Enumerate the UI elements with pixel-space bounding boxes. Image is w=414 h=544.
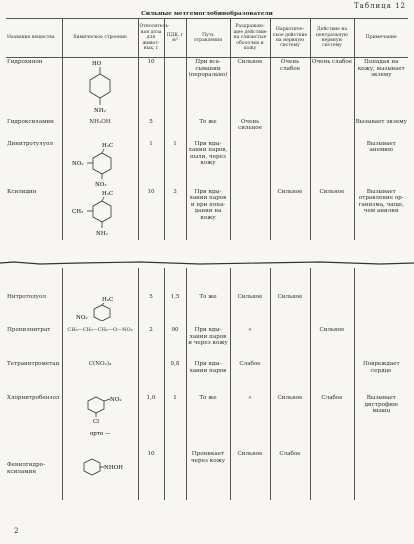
- cell-dose: 2: [138, 326, 164, 360]
- svg-text:H₃C: H₃C: [102, 190, 114, 197]
- cell-cns: [310, 118, 354, 140]
- cell-name: Пропилнитрат: [7, 327, 51, 333]
- cell-pdk: 1: [164, 394, 186, 450]
- cell-note: Вызывает отравление организма, чаще, чем анилин: [354, 188, 408, 240]
- cell-dose: 1,0: [138, 394, 164, 450]
- col-header: Раздражающее действие на слизистые оболочки и кожу: [230, 19, 270, 58]
- cell-dose: 10: [138, 58, 164, 118]
- cell-irritation: [230, 188, 270, 240]
- cell-formula: NH₂OH: [62, 118, 138, 140]
- benzene-structure-icon: [70, 141, 130, 187]
- cell-cns: Сильное: [310, 188, 354, 240]
- cell-dose: 10: [138, 188, 164, 240]
- cell-pdk: 1: [164, 140, 186, 188]
- cell-cns: Сильное: [310, 326, 354, 360]
- cell-narcotic: Сильное: [270, 268, 310, 326]
- benzene-structure-icon: [70, 269, 130, 321]
- cell-narcotic: [270, 326, 310, 360]
- cell-irritation: Сильное: [230, 450, 270, 500]
- col-header: Наркотическое действие на нервную систему: [270, 19, 310, 58]
- table-row: [6, 326, 408, 360]
- svg-text:NO₂: NO₂: [95, 181, 107, 187]
- svg-text:H₃C: H₃C: [102, 142, 114, 149]
- cell-note: Вызывает дистрофию мышц: [354, 394, 408, 450]
- cell-irritation: [230, 140, 270, 188]
- cell-dose: 5: [138, 118, 164, 140]
- metgemoglobin-table-bottom: [6, 268, 408, 500]
- cell-irritation: Сильное: [230, 58, 270, 118]
- col-header: Действие на центральную нервную систему: [310, 19, 354, 58]
- cell-dose: 10: [138, 450, 164, 500]
- cell-cns: Очень слабое: [310, 58, 354, 118]
- table-row: [6, 268, 408, 326]
- benzene-structure-icon: [70, 59, 130, 115]
- cell-formula: [62, 188, 138, 240]
- cell-route: То же: [186, 394, 230, 450]
- cell-cns: Слабое: [310, 394, 354, 450]
- svg-text:H₃C: H₃C: [102, 297, 114, 303]
- metgemoglobin-table-top: [6, 18, 408, 240]
- svg-text:Cl: Cl: [93, 419, 99, 425]
- cell-cns: [310, 140, 354, 188]
- svg-text:NH₂: NH₂: [94, 108, 106, 114]
- cell-name: Динитротулуол: [7, 140, 53, 147]
- cell-route: То же: [186, 118, 230, 140]
- cell-name: Ксилидин: [7, 188, 37, 195]
- svg-text:орто —: орто —: [90, 431, 111, 437]
- cell-pdk: [164, 450, 186, 500]
- cell-formula: C(NO₂)₄: [62, 360, 138, 394]
- table-row: [6, 58, 408, 118]
- cell-note: [354, 326, 408, 360]
- cell-narcotic: [270, 140, 310, 188]
- cell-note: [354, 450, 408, 500]
- cell-pdk: 1,5: [164, 268, 186, 326]
- cell-pdk: 90: [164, 326, 186, 360]
- cell-dose: 1: [138, 140, 164, 188]
- cell-name: Гидрохинон: [7, 59, 43, 65]
- cell-pdk: 0,8: [164, 360, 186, 394]
- cell-note: Вызывает экзему: [354, 118, 408, 140]
- cell-route: Проникает через кожу: [186, 450, 230, 500]
- cell-irritation: Сильное: [230, 268, 270, 326]
- cell-formula: CH₃—CH₂—CH₂—O—NO₂: [62, 326, 138, 360]
- page-bottom: [6, 268, 408, 538]
- table-label: Таблица 12: [354, 2, 406, 10]
- svg-text:HO: HO: [92, 61, 102, 67]
- cell-dose: [138, 360, 164, 394]
- cell-narcotic: [270, 360, 310, 394]
- col-header: Название вещества: [6, 19, 62, 58]
- cell-name: Фенилгидроксиламин: [7, 462, 45, 475]
- table-row: [6, 450, 408, 500]
- cell-irritation: Слабое: [230, 360, 270, 394]
- cell-narcotic: Сильное: [270, 188, 310, 240]
- page-split-divider: [0, 258, 414, 268]
- svg-text:NO₂: NO₂: [72, 160, 84, 167]
- table-row: [6, 140, 408, 188]
- cell-formula: [62, 394, 138, 450]
- svg-text:NO₂: NO₂: [110, 397, 122, 403]
- cell-cns: [310, 268, 354, 326]
- col-header: Примечание: [354, 19, 408, 58]
- table-title: Сильные метгемоглобинобразователи: [141, 11, 273, 17]
- table-row: [6, 118, 408, 140]
- col-header: Химическое строение: [62, 19, 138, 58]
- cell-formula: [62, 450, 138, 500]
- svg-text:NO₂: NO₂: [76, 315, 88, 321]
- cell-name: Нитротолуол: [7, 294, 46, 300]
- cell-formula: [62, 58, 138, 118]
- svg-text:NHOH: NHOH: [104, 465, 123, 471]
- cell-note: [354, 268, 408, 326]
- benzene-structure-icon: [70, 189, 130, 237]
- cell-note: Вызывает анемию: [354, 140, 408, 188]
- cell-pdk: 3: [164, 188, 186, 240]
- table-row: [6, 394, 408, 450]
- cell-pdk: [164, 118, 186, 140]
- cell-route: При всасывании (перорально): [186, 58, 230, 118]
- cell-name: Гидроксиламин: [7, 118, 54, 125]
- cell-irritation: »: [230, 326, 270, 360]
- cell-narcotic: [270, 118, 310, 140]
- cell-route: При вдыхании паров, пыли, через кожу: [186, 140, 230, 188]
- cell-narcotic: Сильное: [270, 394, 310, 450]
- cell-route: При вдыхании паров и при попадании на кожу: [186, 188, 230, 240]
- cell-narcotic: Слабое: [270, 450, 310, 500]
- cell-route: То же: [186, 268, 230, 326]
- page-top: [6, 0, 408, 258]
- benzene-structure-icon: [70, 395, 130, 441]
- table-row: [6, 360, 408, 394]
- header-row: [6, 19, 408, 58]
- col-header: Относительная доза для животных, г: [138, 19, 164, 58]
- cell-formula: [62, 140, 138, 188]
- cell-cns: [310, 360, 354, 394]
- svg-text:NH₂: NH₂: [96, 230, 108, 237]
- cell-cns: [310, 450, 354, 500]
- cell-irritation: Очень сильное: [230, 118, 270, 140]
- col-header: Путь отравления: [186, 19, 230, 58]
- benzene-structure-icon: [70, 451, 130, 483]
- svg-text:CH₃: CH₃: [72, 208, 84, 215]
- cell-note: Повреждает сердце: [354, 360, 408, 394]
- cell-note: Попадая на кожу, вызывает экзему: [354, 58, 408, 118]
- cell-irritation: »: [230, 394, 270, 450]
- cell-narcotic: Очень слабое: [270, 58, 310, 118]
- col-header: ПДК, г м³: [164, 19, 186, 58]
- cell-route: При вдыхании паров: [186, 360, 230, 394]
- cell-pdk: [164, 58, 186, 118]
- page-number: 2: [14, 527, 19, 535]
- cell-route: При вдыхании паров и через кожу: [186, 326, 230, 360]
- cell-formula: [62, 268, 138, 326]
- cell-name: Хлорнитробензол: [7, 395, 60, 401]
- table-row: [6, 188, 408, 240]
- cell-name: Тетранитрометан: [7, 361, 60, 367]
- cell-dose: 5: [138, 268, 164, 326]
